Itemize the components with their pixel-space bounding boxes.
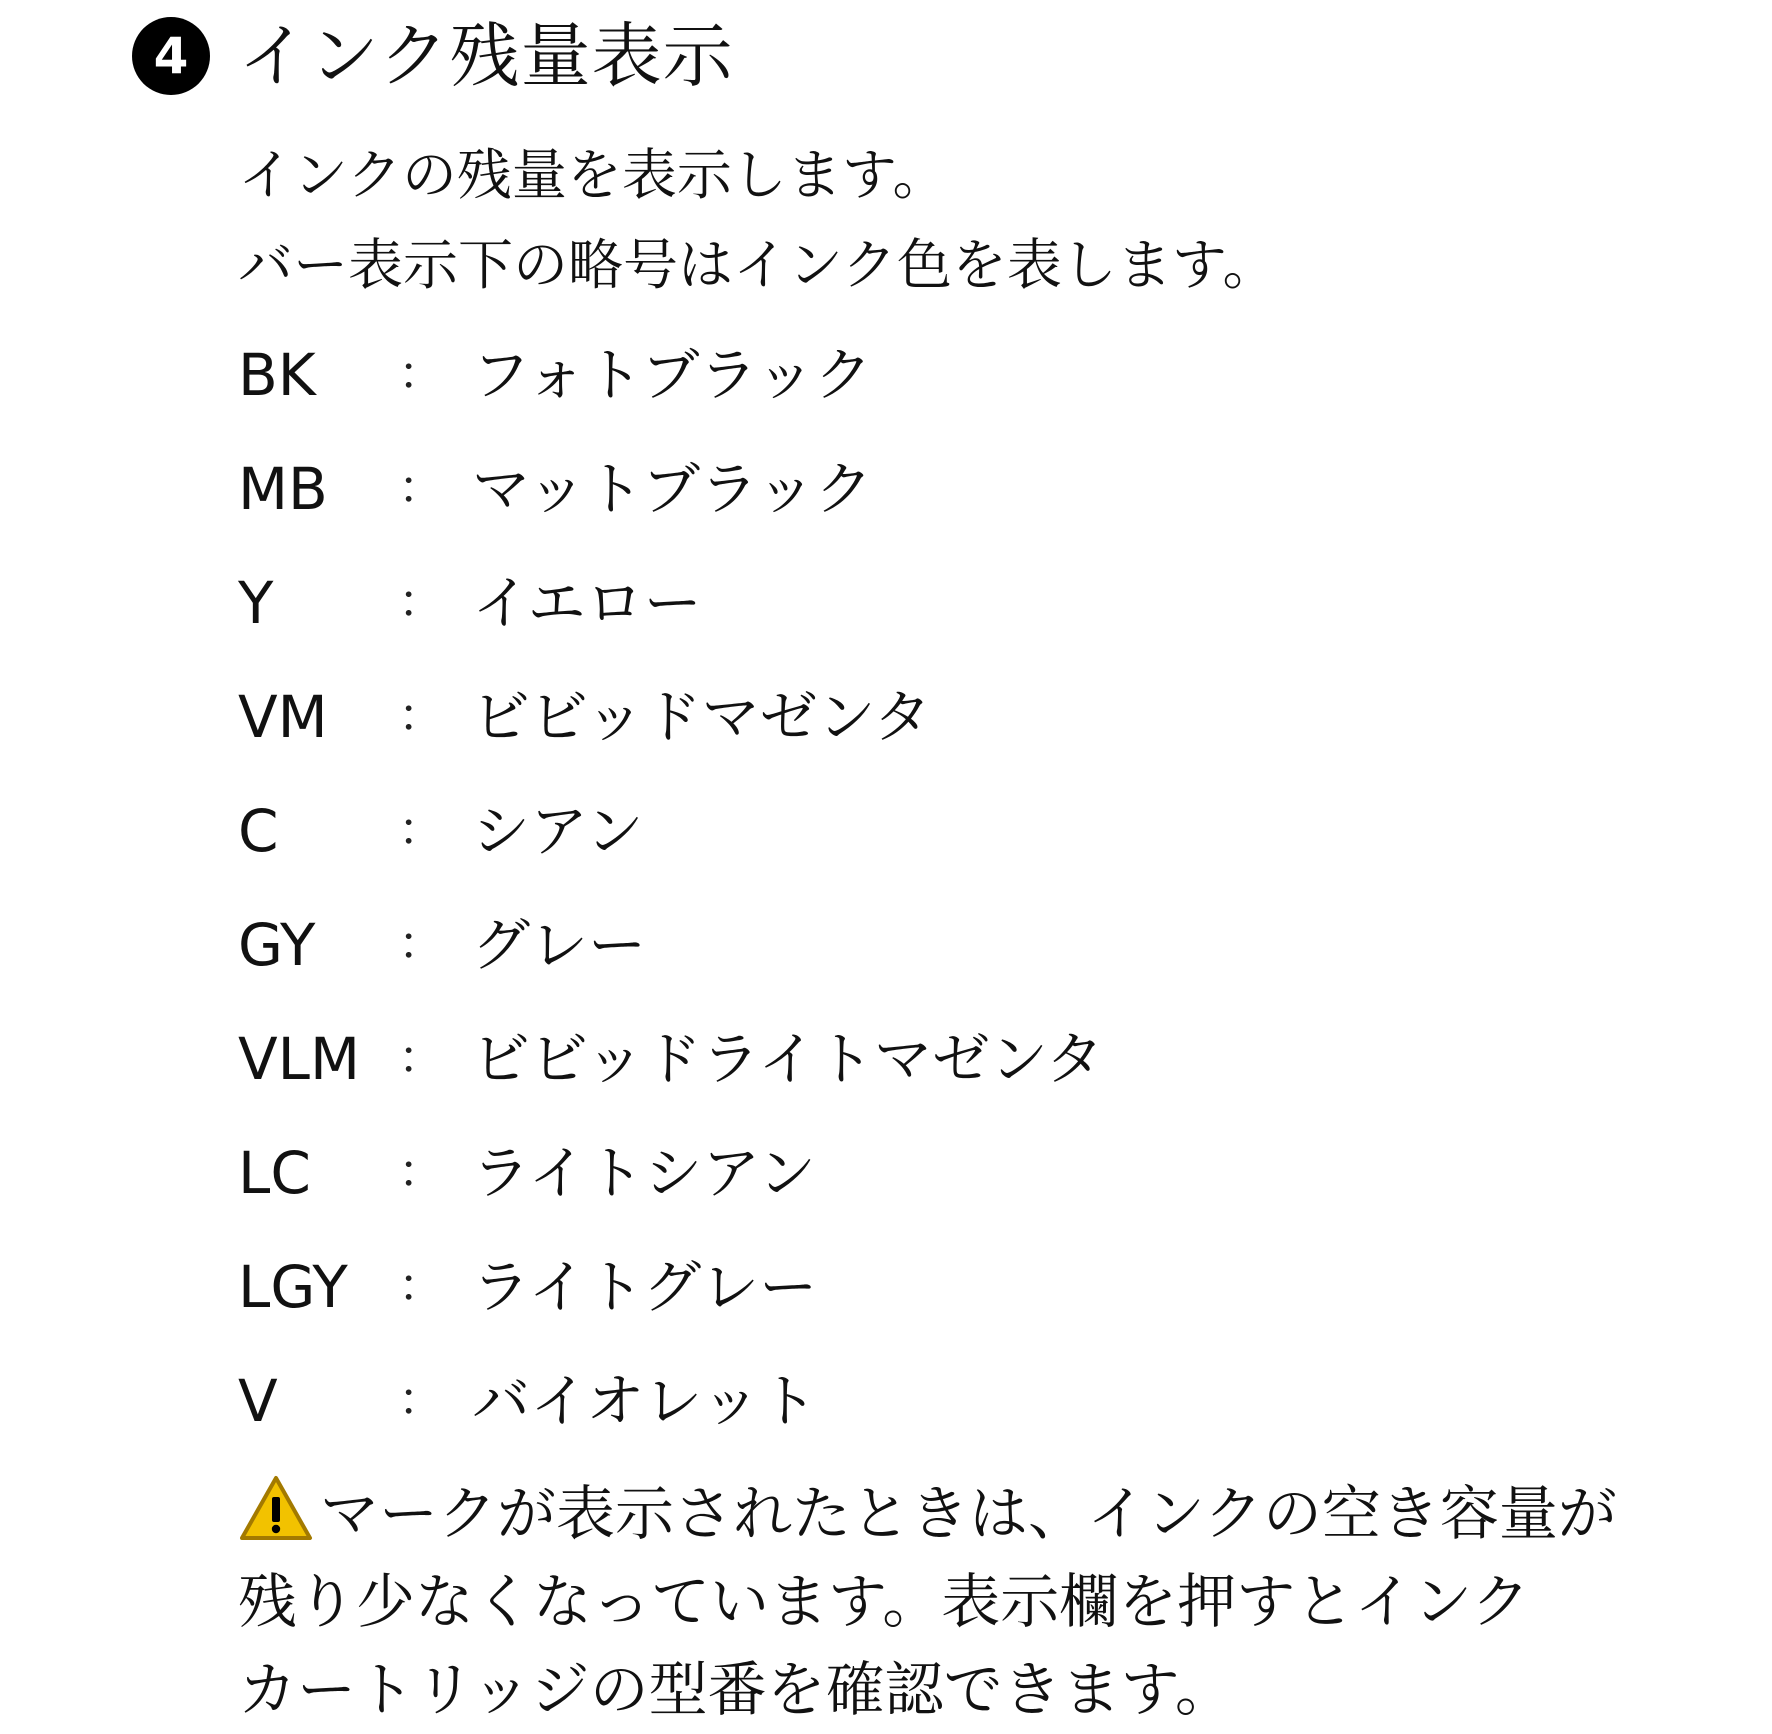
intro-line: インクの残量を表示します。 [238, 143, 948, 207]
section-title: インク残量表示 [238, 15, 734, 97]
note-text: マークが表示されたときは、インクの空き容量が [320, 1479, 1617, 1548]
ink-legend-item [238, 1116, 1438, 1230]
legend-separator: ： [398, 1258, 444, 1312]
legend-separator: ： [398, 346, 444, 400]
ink-name: ビビッドマゼンタ [472, 683, 932, 751]
step-number-badge: 4 [132, 17, 210, 95]
ink-legend-item [238, 1002, 1438, 1116]
legend-separator: ： [398, 1144, 444, 1198]
ink-legend-item [238, 1344, 1438, 1458]
ink-legend-item [238, 432, 1438, 546]
legend-separator: ： [398, 1372, 444, 1426]
legend-separator: ： [398, 916, 444, 970]
section-header [132, 10, 734, 102]
legend-separator: ： [398, 802, 444, 856]
ink-code: VLM [238, 1025, 361, 1093]
ink-name: フォトブラック [472, 341, 873, 409]
ink-code: BK [238, 341, 316, 409]
ink-name: バイオレット [472, 1367, 818, 1435]
ink-code: V [238, 1367, 278, 1435]
ink-legend-item [238, 546, 1438, 660]
ink-color-legend [238, 318, 1438, 1458]
ink-code: LGY [238, 1253, 348, 1321]
ink-legend-item [238, 888, 1438, 1002]
ink-code: MB [238, 455, 328, 523]
intro-text [238, 130, 1278, 310]
warning-icon [238, 1474, 314, 1544]
ink-name: イエロー [472, 569, 702, 637]
ink-name: シアン [472, 797, 644, 865]
legend-separator: ： [398, 688, 444, 742]
low-ink-note [238, 1470, 1658, 1734]
intro-line: バー表示下の略号はインク色を表します。 [238, 233, 1278, 297]
ink-legend-item [238, 1230, 1438, 1344]
note-line [238, 1470, 1658, 1558]
note-line: 残り少なくなっています。表示欄を押すとインク [238, 1567, 1531, 1636]
ink-legend-item [238, 774, 1438, 888]
ink-legend-item [238, 660, 1438, 774]
legend-separator: ： [398, 574, 444, 628]
ink-legend-item [238, 318, 1438, 432]
legend-separator: ： [398, 460, 444, 514]
ink-code: C [238, 797, 279, 865]
ink-code: LC [238, 1139, 311, 1207]
ink-name: ビビッドライトマゼンタ [472, 1025, 1104, 1093]
ink-code: GY [238, 911, 316, 979]
ink-name: ライトグレー [472, 1253, 818, 1321]
note-line: カートリッジの型番を確認できます。 [238, 1655, 1234, 1724]
ink-name: マットブラック [472, 455, 873, 523]
ink-name: グレー [472, 911, 647, 979]
legend-separator: ： [398, 1030, 444, 1084]
ink-code: VM [238, 683, 328, 751]
ink-code: Y [238, 569, 274, 637]
ink-name: ライトシアン [472, 1139, 816, 1207]
